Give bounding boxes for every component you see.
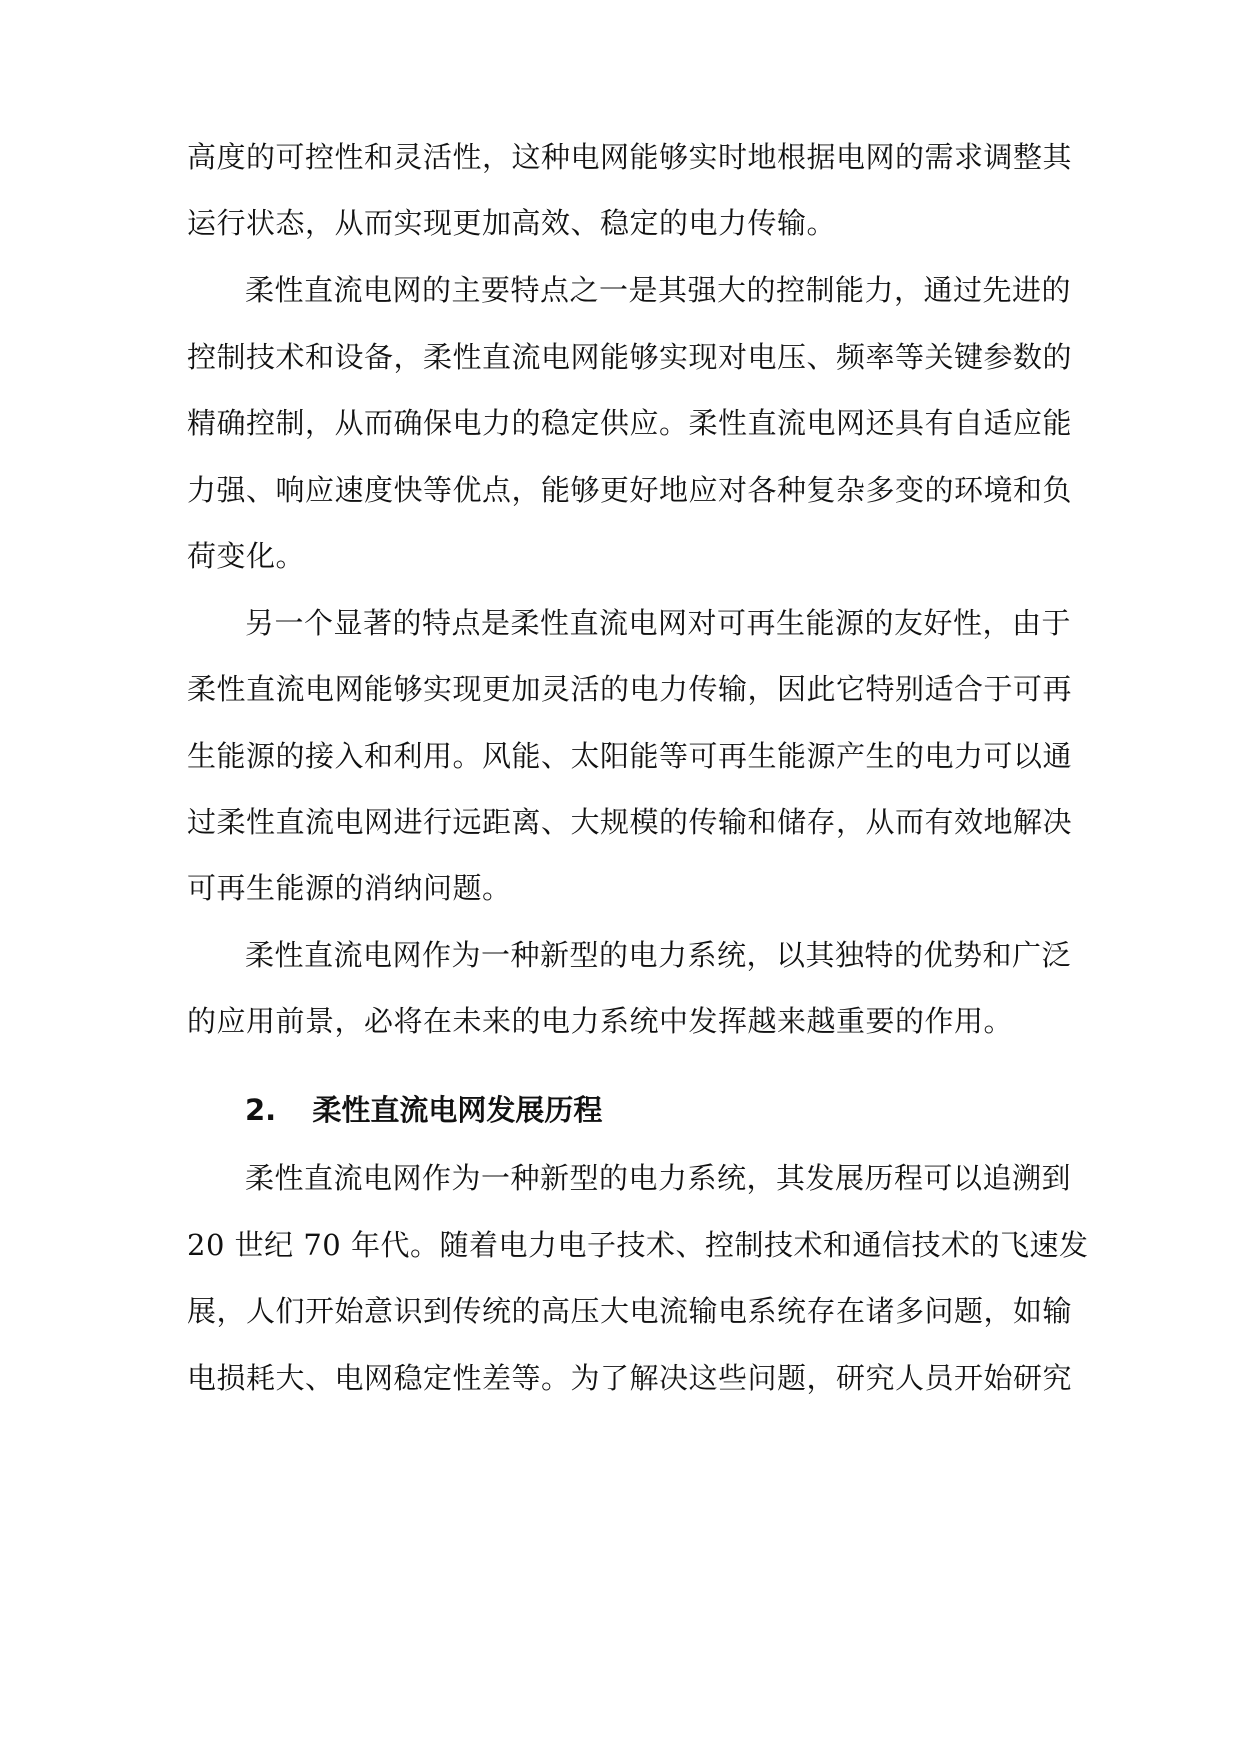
paragraph-2-line-5: 荷变化。 [187,539,306,573]
section-paragraph-line-2: 20 世纪 70 年代。随着电力电子技术、控制技术和通信技术的飞速发 [187,1228,1089,1262]
section-paragraph-line-4: 电损耗大、电网稳定性差等。为了解决这些问题，研究人员开始研究 [187,1361,1073,1395]
section-title: 柔性直流电网发展历程 [312,1093,603,1127]
paragraph-2-line-1: 柔性直流电网的主要特点之一是其强大的控制能力，通过先进的 [245,273,1072,307]
paragraph-4-line-1: 柔性直流电网作为一种新型的电力系统，以其独特的优势和广泛 [245,938,1072,972]
section-paragraph-line-1: 柔性直流电网作为一种新型的电力系统，其发展历程可以追溯到 [245,1161,1072,1195]
section-paragraph-line-3: 展，人们开始意识到传统的高压大电流输电系统存在诸多问题，如输 [187,1294,1073,1328]
paragraph-1-line-2: 运行状态，从而实现更加高效、稳定的电力传输。 [187,206,837,240]
paragraph-2-line-3: 精确控制，从而确保电力的稳定供应。柔性直流电网还具有自适应能 [187,406,1073,440]
section-heading [245,1090,602,1130]
paragraph-2-line-2: 控制技术和设备，柔性直流电网能够实现对电压、频率等关键参数的 [187,340,1073,374]
paragraph-4-line-2: 的应用前景，必将在未来的电力系统中发挥越来越重要的作用。 [187,1004,1014,1038]
paragraph-3-line-5: 可再生能源的消纳问题。 [187,871,512,905]
paragraph-3-line-4: 过柔性直流电网进行远距离、大规模的传输和储存，从而有效地解决 [187,805,1073,839]
paragraph-1-line-1: 高度的可控性和灵活性，这种电网能够实时地根据电网的需求调整其 [187,140,1073,174]
paragraph-2-line-4: 力强、响应速度快等优点，能够更好地应对各种复杂多变的环境和负 [187,473,1073,507]
paragraph-3-line-2: 柔性直流电网能够实现更加灵活的电力传输，因此它特别适合于可再 [187,672,1073,706]
paragraph-3-line-3: 生能源的接入和利用。风能、太阳能等可再生能源产生的电力可以通 [187,739,1073,773]
section-number: 2. [245,1093,277,1127]
paragraph-3-line-1: 另一个显著的特点是柔性直流电网对可再生能源的友好性，由于 [245,606,1072,640]
